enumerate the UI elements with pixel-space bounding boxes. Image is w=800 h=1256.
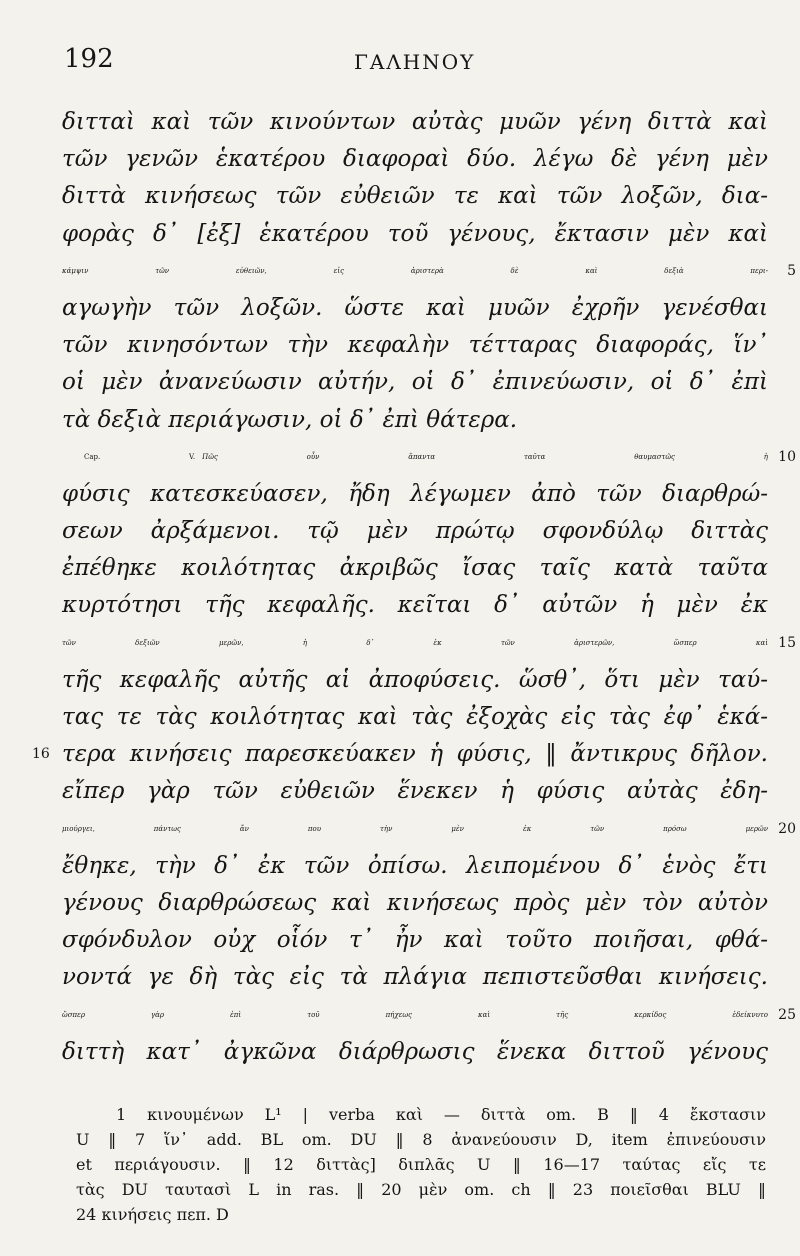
apparatus-line: τὰς DU ταυτασὶ L in ras. ‖ 20 μὲν om. ch ‖ 23 ποιεῖσθαι BLU ‖ xyxy=(76,1180,766,1199)
line-text: ἐπέθηκε κοιλότητας ἀκριβῶς ἴσας ταῖς κατὰ ταῦτα xyxy=(62,555,768,582)
text-line xyxy=(62,885,768,922)
text-line xyxy=(62,550,768,587)
line-text: οἱ μὲν ἀνανεύωσιν αὐτήν, οἱ δ᾽ ἐπινεύωσιν, οἱ δ᾽ ἐπὶ xyxy=(62,369,768,396)
line-text: Πῶς οὖν ἅπαντα ταῦτα θαυμαστῶς ἡ xyxy=(202,452,768,461)
text-line xyxy=(62,848,768,885)
line-text: τῶν δεξιῶν μερῶν, ἡ δ᾽ ἐκ τῶν ἀριστερῶν, ὥσπερ καὶ xyxy=(62,638,768,647)
line-number: 15 xyxy=(778,634,796,651)
chapter-label: Cap. V. xyxy=(84,452,196,461)
text-line xyxy=(62,699,768,736)
text-line xyxy=(62,104,768,141)
line-text: τῆς κεφαλῆς αὐτῆς αἱ ἀποφύσεις. ὥσθ᾽, ὅτι μὲν ταύ- xyxy=(62,666,768,693)
text-line xyxy=(62,811,796,848)
text-line xyxy=(62,290,768,327)
text-line xyxy=(62,327,768,364)
text-line xyxy=(62,922,768,959)
critical-apparatus xyxy=(76,1102,766,1227)
line-text: κάμψιν τῶν εὐθειῶν, εἰς ἀριστερὰ δὲ καὶ δεξιὰ περι- xyxy=(62,266,768,275)
line-number: 10 xyxy=(778,448,796,465)
edition-page-marker: 16 xyxy=(32,746,50,763)
line-text: εἴπερ γὰρ τῶν εὐθειῶν ἕνεκεν ἡ φύσις αὐτὰς ἐδη- xyxy=(62,778,768,805)
line-number: 25 xyxy=(778,1006,796,1023)
line-text: διτταὶ καὶ τῶν κινούντων αὐτὰς μυῶν γένη διττὰ καὶ xyxy=(62,109,768,135)
line-number: 20 xyxy=(778,820,796,837)
text-line xyxy=(62,178,768,215)
line-text: τῶν κινησόντων τὴν κεφαλὴν τέτταρας διαφοράς, ἵν᾽ xyxy=(62,332,768,359)
line-text: σφόνδυλον οὐχ οἷόν τ᾽ ἦν καὶ τοῦτο ποιῆσαι, φθά- xyxy=(62,927,768,954)
page-header xyxy=(64,44,764,84)
text-line xyxy=(62,959,768,996)
line-text: διττὴ κατ᾽ ἀγκῶνα διάρθρωσις ἕνεκα διττοῦ γένους xyxy=(62,1038,768,1065)
text-line xyxy=(62,216,768,253)
line-text: αγωγὴν τῶν λοξῶν. ὥστε καὶ μυῶν ἐχρῆν γενέσθαι xyxy=(62,294,768,321)
text-line xyxy=(62,625,796,662)
text-line xyxy=(32,736,768,773)
text-line xyxy=(62,402,768,439)
apparatus-line: et περιάγουσιν. ‖ 12 διττὰς] διπλᾶς U ‖ 16—17 ταύτας εἴς τε xyxy=(76,1155,766,1174)
line-text: μιούργει, πάντως ἄν που τὴν μὲν ἐκ τῶν πρόσω μερῶν xyxy=(62,824,768,833)
line-text: τὰ δεξιὰ περιάγωσιν, οἱ δ᾽ ἐπὶ θάτερα. xyxy=(62,406,518,433)
line-text: τας τε τὰς κοιλότητας καὶ τὰς ἐξοχὰς εἰς τὰς ἐφ᾽ ἑκά- xyxy=(62,704,768,730)
text-line xyxy=(62,587,768,624)
text-line xyxy=(62,476,768,513)
line-text: γένους διαρθρώσεως καὶ κινήσεως πρὸς μὲν τὸν αὐτὸν xyxy=(62,889,768,916)
running-head: ΓΑΛΗΝΟΥ xyxy=(354,50,476,74)
line-text: ἔθηκε, τὴν δ᾽ ἐκ τῶν ὀπίσω. λειπομένου δ᾽ ἑνὸς ἔτι xyxy=(62,852,768,879)
line-text: σεων ἀρξάμενοι. τῷ μὲν πρώτῳ σφονδύλῳ διττὰς xyxy=(62,518,768,545)
apparatus-line: U ‖ 7 ἵν᾽ add. BL om. DU ‖ 8 ἀνανεύουσιν D, item ἐπινεύουσιν xyxy=(76,1130,766,1149)
text-line xyxy=(62,997,796,1034)
text-line xyxy=(62,253,796,290)
apparatus-line: 24 κινήσεις πεπ. D xyxy=(76,1205,229,1224)
text-line xyxy=(62,364,768,401)
line-text: τερα κινήσεις παρεσκεύακεν ἡ φύσις, ‖ ἄντικρυς δῆλον. xyxy=(62,741,768,768)
apparatus-line: 1 κινουμένων L¹ | verba καὶ — διττὰ om. B ‖ 4 ἔκστασιν xyxy=(116,1105,766,1124)
line-text: φορὰς δ᾽ [ἐξ] ἑκατέρου τοῦ γένους, ἔκτασιν μὲν καὶ xyxy=(62,220,768,247)
line-number: 5 xyxy=(787,262,796,279)
line-text: κυρτότησι τῆς κεφαλῆς. κεῖται δ᾽ αὐτῶν ἡ μὲν ἐκ xyxy=(62,592,768,619)
text-line xyxy=(62,439,796,476)
text-line xyxy=(62,141,768,178)
text-line xyxy=(62,513,768,550)
page-number: 192 xyxy=(64,44,114,74)
line-text: φύσις κατεσκεύασεν, ἤδη λέγωμεν ἀπὸ τῶν διαρθρώ- xyxy=(62,480,768,507)
main-text xyxy=(32,104,796,1071)
line-text: νοντά γε δὴ τὰς εἰς τὰ πλάγια πεπιστεῦσθαι κινήσεις. xyxy=(62,964,768,991)
text-line xyxy=(62,1034,768,1071)
text-line xyxy=(62,773,768,810)
line-text: ὥσπερ γὰρ ἐπὶ τοῦ πήχεως καὶ τῆς κερκίδος ἐδείκνυτο xyxy=(62,1010,768,1019)
line-text: τῶν γενῶν ἑκατέρου διαφοραὶ δύο. λέγω δὲ γένη μὲν xyxy=(62,146,768,173)
text-line xyxy=(62,662,768,699)
line-text: διττὰ κινήσεως τῶν εὐθειῶν τε καὶ τῶν λοξῶν, δια- xyxy=(62,183,768,210)
